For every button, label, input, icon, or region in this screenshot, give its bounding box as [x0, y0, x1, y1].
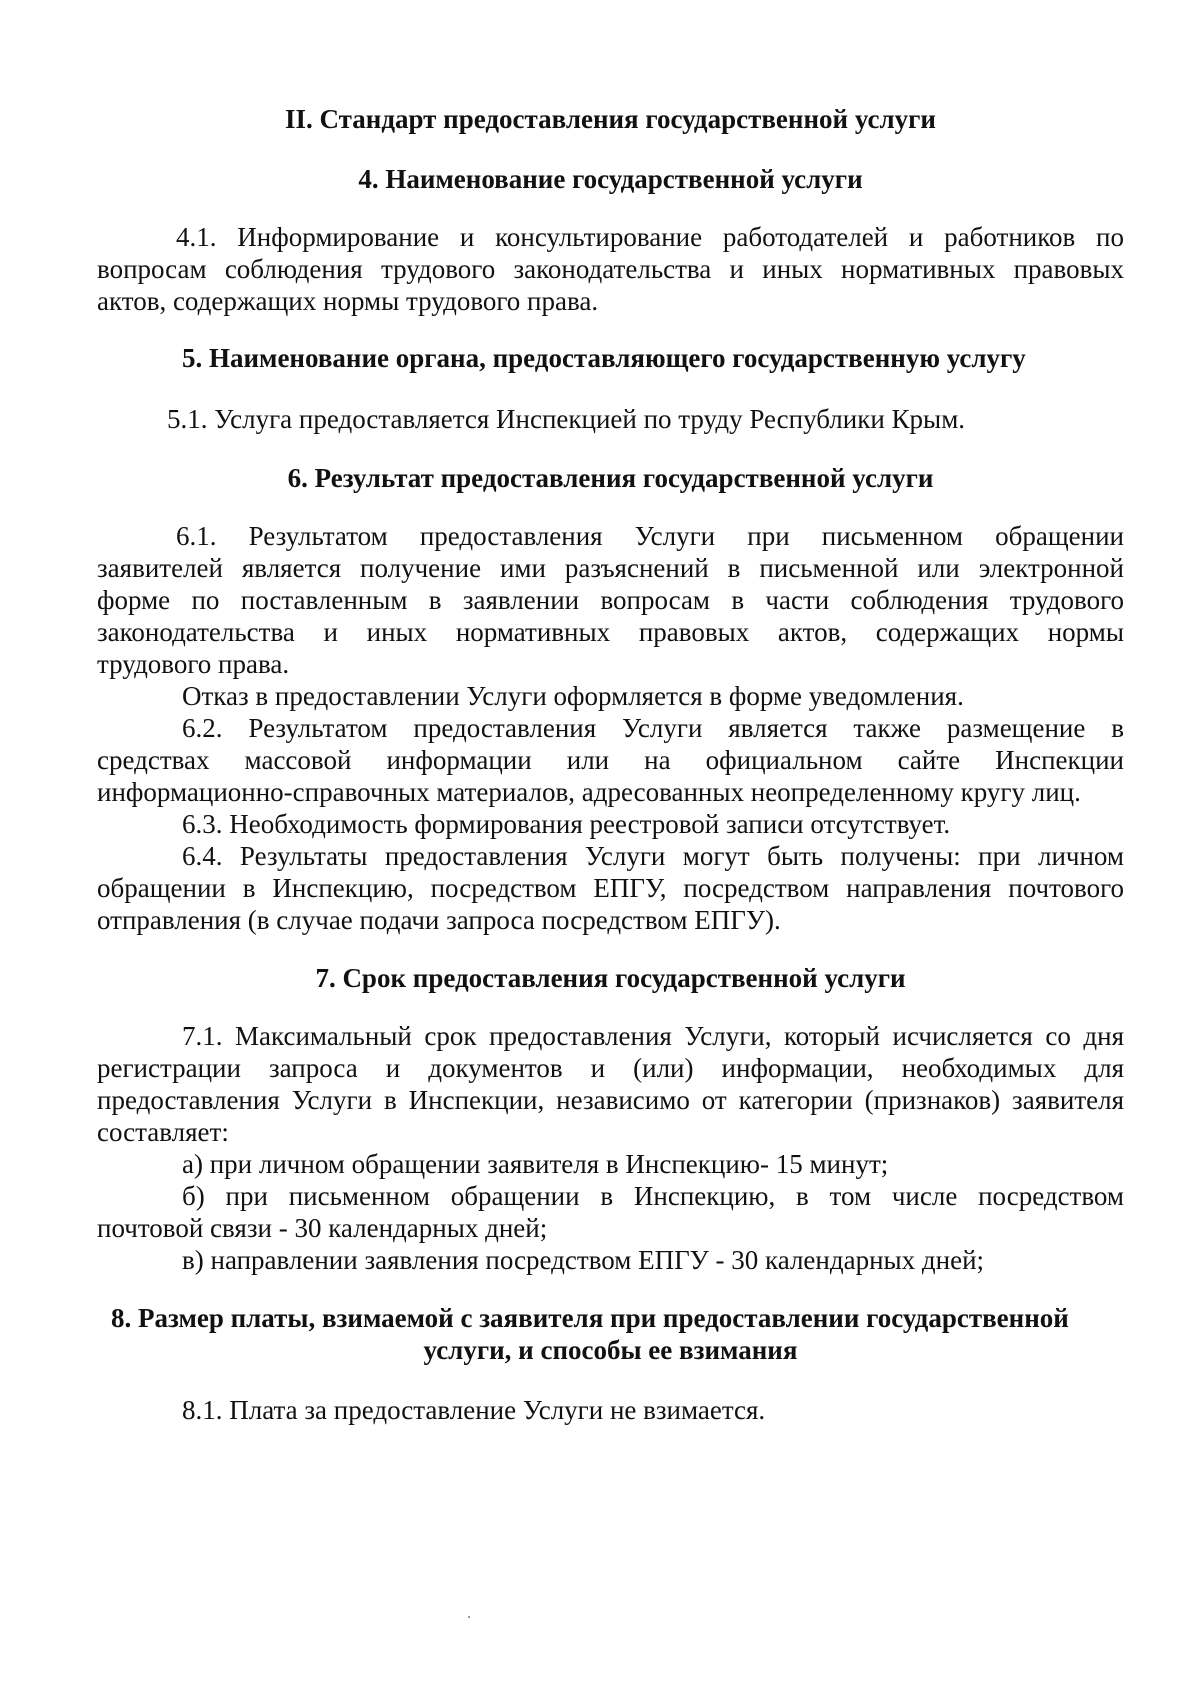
paragraph-6-4-line-3: отправления (в случае подачи запроса посредством ЕПГУ). [97, 905, 781, 935]
paragraph-6-4-line-2: обращении в Инспекцию, посредством ЕПГУ, посредством направления почтового [97, 873, 1124, 903]
heading-6: 6. Результат предоставления государственной услуги [287, 463, 934, 493]
heading-7: 7. Срок предоставления государственной услуги [315, 963, 906, 993]
paragraph-7-b-line-2: почтовой связи - 30 календарных дней; [97, 1213, 548, 1243]
paragraph-8-1: 8.1. Плата за предоставление Услуги не взимается. [182, 1395, 766, 1425]
paragraph-6-1-line-5: трудового права. [97, 649, 290, 679]
paragraph-6-1-line-1: 6.1. Результатом предоставления Услуги при письменном обращении [176, 521, 1124, 551]
paragraph-6-1-line-2: заявителей является получение ими разъяснений в письменной или электронной [97, 553, 1124, 583]
paragraph-6-4-line-1: 6.4. Результаты предоставления Услуги могут быть получены: при личном [182, 841, 1124, 871]
heading-4: 4. Наименование государственной услуги [358, 164, 863, 194]
paragraph-6-2-line-1: 6.2. Результатом предоставления Услуги является также размещение в [182, 713, 1124, 743]
paragraph-4-1-line-3: актов, содержащих нормы трудового права. [97, 286, 599, 316]
heading-5: 5. Наименование органа, предоставляющего государственную услугу [182, 343, 1026, 373]
paragraph-5-1: 5.1. Услуга предоставляется Инспекцией по труду Республики Крым. [167, 404, 966, 434]
paragraph-6-1-line-3: форме по поставленным в заявлении вопросам в части соблюдения трудового [97, 585, 1124, 615]
paragraph-7-b-line-1: б) при письменном обращении в Инспекцию, в том числе посредством [182, 1181, 1124, 1211]
paragraph-4-1-line-2: вопросам соблюдения трудового законодательства и иных нормативных правовых [97, 254, 1124, 284]
paragraph-6-3: 6.3. Необходимость формирования реестровой записи отсутствует. [182, 809, 951, 839]
paragraph-4-1-line-1: 4.1. Информирование и консультирование работодателей и работников по [176, 222, 1124, 252]
paragraph-6-2-line-3: информационно-справочных материалов, адресованных неопределенному кругу лиц. [97, 777, 1081, 807]
paragraph-7-1-line-1: 7.1. Максимальный срок предоставления Услуги, который исчисляется со дня [182, 1021, 1124, 1051]
paragraph-6-refusal: Отказ в предоставлении Услуги оформляется в форме уведомления. [182, 681, 964, 711]
heading-8-line-2: услуги, и способы ее взимания [423, 1335, 798, 1365]
heading-8-line-1: 8. Размер платы, взимаемой с заявителя при предоставлении государственной [111, 1303, 1069, 1333]
paragraph-6-1-line-4: законодательства и иных нормативных правовых актов, содержащих нормы [97, 617, 1124, 647]
paragraph-7-1-line-4: составляет: [97, 1117, 229, 1147]
paragraph-7-1-line-2: регистрации запроса и документов и (или) информации, необходимых для [97, 1053, 1124, 1083]
paragraph-7-1-line-3: предоставления Услуги в Инспекции, независимо от категории (признаков) заявителя [97, 1085, 1124, 1115]
paragraph-7-a: а) при личном обращении заявителя в Инспекцию- 15 минут; [182, 1149, 889, 1179]
paragraph-7-c: в) направлении заявления посредством ЕПГУ - 30 календарных дней; [182, 1245, 985, 1275]
paragraph-6-2-line-2: средствах массовой информации или на официальном сайте Инспекции [97, 745, 1124, 775]
scan-speck [468, 1616, 470, 1618]
section-title: II. Стандарт предоставления государственной услуги [285, 104, 936, 134]
